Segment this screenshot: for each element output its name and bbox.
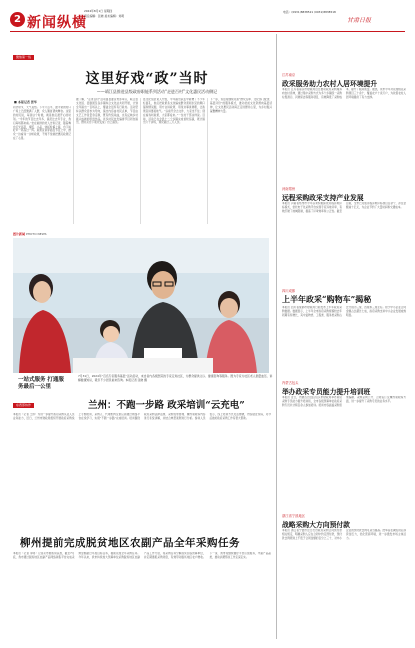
story-tag: 聚焦第一线 bbox=[13, 55, 34, 60]
main-body-col-3: 县文化馆负责人介绍，今年演出队伍中新增了不少年轻面孔，他们把政策条文改编成群众喜闻乐见的顺口溜和情景剧，用方言讲政策、用身边事讲道理，让政策宣讲更接地气。“以前开会念文件，大家坐不住；现在看戏听政策，大家都爱来。”一位村干部这样说。目前，活动已在全县十二个乡镇完成首轮巡演，累计演出六十余场，观众超过三万人次。 bbox=[143, 98, 205, 125]
right-section-5: 浙江省宁波地区 bbox=[282, 514, 306, 518]
photo-caption: 7月31日，2024年“百名专家服务基层”活动启动，来自省内各级医院的专家走进社区，为群众提供义诊、健康咨询等服务。图为专家为社区老人测量血压、讲解健康知识，吸引不少居民前来咨询。本报记者 张晓 摄 bbox=[78, 374, 273, 382]
right-body-3: 本报讯 四川省成都市财政局日前发布上半年政府采购数据。数据显示，上半年全市政府采购规模较去年同期有所增长，其中货物类、工程类、服务类采购占比分别为三成、四成和三成左右。授予中小企业合同金额占比超过七成，政府采购支持中小企业发展成效明显。 bbox=[282, 306, 406, 317]
main-body-col-4: 下一步，该县将继续完善“群众点单、文化部门配送、基层评价”的服务模式，推动优质文化资源向基层延伸，让文化惠民活动真正走进群众心里，为乡村振兴凝聚精神力量。 bbox=[210, 98, 272, 113]
contact-info: 电话：(0931)8838521 (0931)8838518 bbox=[283, 10, 336, 14]
right-headline-1: 政采服务助力农村人居环境提升 bbox=[282, 80, 378, 88]
procurement-headline: 柳州提前完成脱贫地区农副产品全年采购任务 bbox=[20, 537, 240, 549]
right-section-1: 江苏南京 bbox=[282, 73, 296, 77]
column-divider bbox=[276, 34, 277, 639]
procurement-body: 本报讯（记者 李明）记者从市财政局获悉，截至7月底，我市通过脱贫地区农副产品网络销售平台完成采购金额超过年度目标任务，提前完成全年采购任务。今年以来，我市持续加大预算单位采购脱贫地区农副产品工作力度，将采购任务分解落实到各预算单位，并定期通报采购进度，有效带动脱贫地区农户增收。下一步，我市将继续做好平台运营服务，丰富产品品类，推动消费帮扶工作走深走实。 bbox=[13, 552, 271, 559]
main-body-col-2: 据了解，“走进百村”活动由县委宣传部牵头，联合县文化馆、县剧团及各乡镇综合文化站共同开展，计划全年演出一百场以上，覆盖全县所有行政村。活动坚持以群众需求为导向，演出内容由村民点单，节目由文艺工作者量身定制，既有传统戏曲，也有反映乡村振兴成就的原创作品。许多村民自发编排节目同台演出，群众从台下观众变成了台上演员。 bbox=[76, 98, 138, 125]
right-section-4: 内蒙古包头 bbox=[282, 381, 299, 385]
issue-editors: 责任编辑：张晓 美术编辑：刘萌 bbox=[84, 13, 125, 18]
lanzhou-tag: 东西部协作 bbox=[13, 403, 34, 408]
right-headline-4: 举办政采专员能力提升培训班 bbox=[282, 388, 371, 396]
main-byline: ■ 本报记者 张华 bbox=[14, 100, 37, 104]
main-body-col-1: 初伏时节，天气炎热。下午六点半，最平常的村口广场上已经聚满了人群，众人翘首望向舞台。这里的村民说，每到这个时候，就是他们最开心的时刻。“今年的节目比去年多，演员比去年专业，我们每场都来看。”坐在前排的老人告诉记者，随着舞台灯光亮起，秦腔、小品、快板轮番上演，台下叫好声一阵高过一阵。政策宣讲穿插在节目之中，群众一边看戏一边听政策，不知不觉就把惠民政策记在了心里。 bbox=[13, 106, 71, 141]
news-photo-illustration bbox=[13, 238, 269, 373]
right-body-4: 本报讯 近日，内蒙古自治区包头市财政局举办政府采购专员能力提升培训班，全市各级预算单位政府采购专员共计两百余人参加培训。培训内容涵盖采购需求编制、采购意向公开、合同签订及履约验收等方面，进一步提升了采购专员的业务水平。 bbox=[282, 396, 406, 407]
right-section-3: 四川成都 bbox=[282, 289, 296, 293]
main-headline: 这里好戏“政”当时 bbox=[85, 71, 209, 87]
circle-badge-icon: 2 bbox=[10, 12, 25, 27]
section-title: 新闻纵横 bbox=[27, 15, 87, 31]
right-section-2: 河南郑州 bbox=[282, 187, 296, 191]
news-photo bbox=[13, 238, 269, 373]
masthead-rule bbox=[10, 31, 405, 32]
main-subheadline: ——靖江县推进县级政府职能系列活动“走进百村”文化惠民活动侧记 bbox=[96, 89, 218, 94]
right-body-2: 本报讯 河南省郑州市今年以来积极探索远程异地评标模式，依托电子化采购平台实现专家异地评审，有效打破了地域限制，提高了评审效率和公正性。截至目前，全市已完成远程异地评标项目百余个，涉及金额逾十亿元，为企业节约了大量时间和交通成本。 bbox=[282, 202, 406, 213]
right-headline-2: 远程采购政采支持产业发展 bbox=[282, 194, 364, 202]
right-body-5: 本报讯 浙江省宁波市近日出台政府采购合同预付款相关规定，明确采购人应在合同中约定预付款，预付款比例原则上不低于合同金额的百分之三十，对中小企业的预付款比例可适当提高。此举旨在减轻供应商资金压力，优化营商环境，进一步激发市场主体活力。 bbox=[282, 529, 406, 540]
photo-label: 图片新闻 PHOTO NEWS bbox=[13, 232, 47, 236]
right-headline-5: 战略采购大方向预付款 bbox=[282, 521, 350, 529]
right-headline-3: 上半年政采“购物车”揭秘 bbox=[282, 294, 372, 304]
issue-info bbox=[84, 9, 124, 19]
right-body-1: 本报讯 江苏省南京市财政局近日推动政府采购服务向农村延伸，通过集中采购方式为多个乡镇统一采购垃圾清运、河道保洁等服务项目，有效降低了采购成本，提升了服务质量。据悉，该市今年共完成相关采购项目三十余个，覆盖农户十余万户，为改善农村人居环境提供了有力支撑。 bbox=[282, 88, 406, 99]
newspaper-logo: 甘肃日报 bbox=[347, 17, 372, 24]
issue-date: 2024年8月1日 星期四 bbox=[84, 9, 113, 13]
lanzhou-headline: 兰州：不跑一步路 政采培训“云充电” bbox=[88, 400, 245, 411]
masthead bbox=[0, 0, 415, 38]
photo-caption-subtitle: 一站式服务 打通服务最后一公里 bbox=[18, 377, 64, 390]
lanzhou-body: 本报讯（记者 王伟）为进一步提升政府采购从业人员业务能力，近日，兰州市财政局组织开展政府采购线上专题培训，采购人、代理机构及供应商通过网络平台在线学习，实现“不跑一步路”完成培训。培训围绕政府采购法律法规、采购需求管理、履约验收等内容进行系统讲解，并结合典型案例进行分析。参训人员表示，线上培训方式灵活便捷，内容贴近实际，对今后做好政府采购工作有很大帮助。 bbox=[13, 413, 271, 420]
